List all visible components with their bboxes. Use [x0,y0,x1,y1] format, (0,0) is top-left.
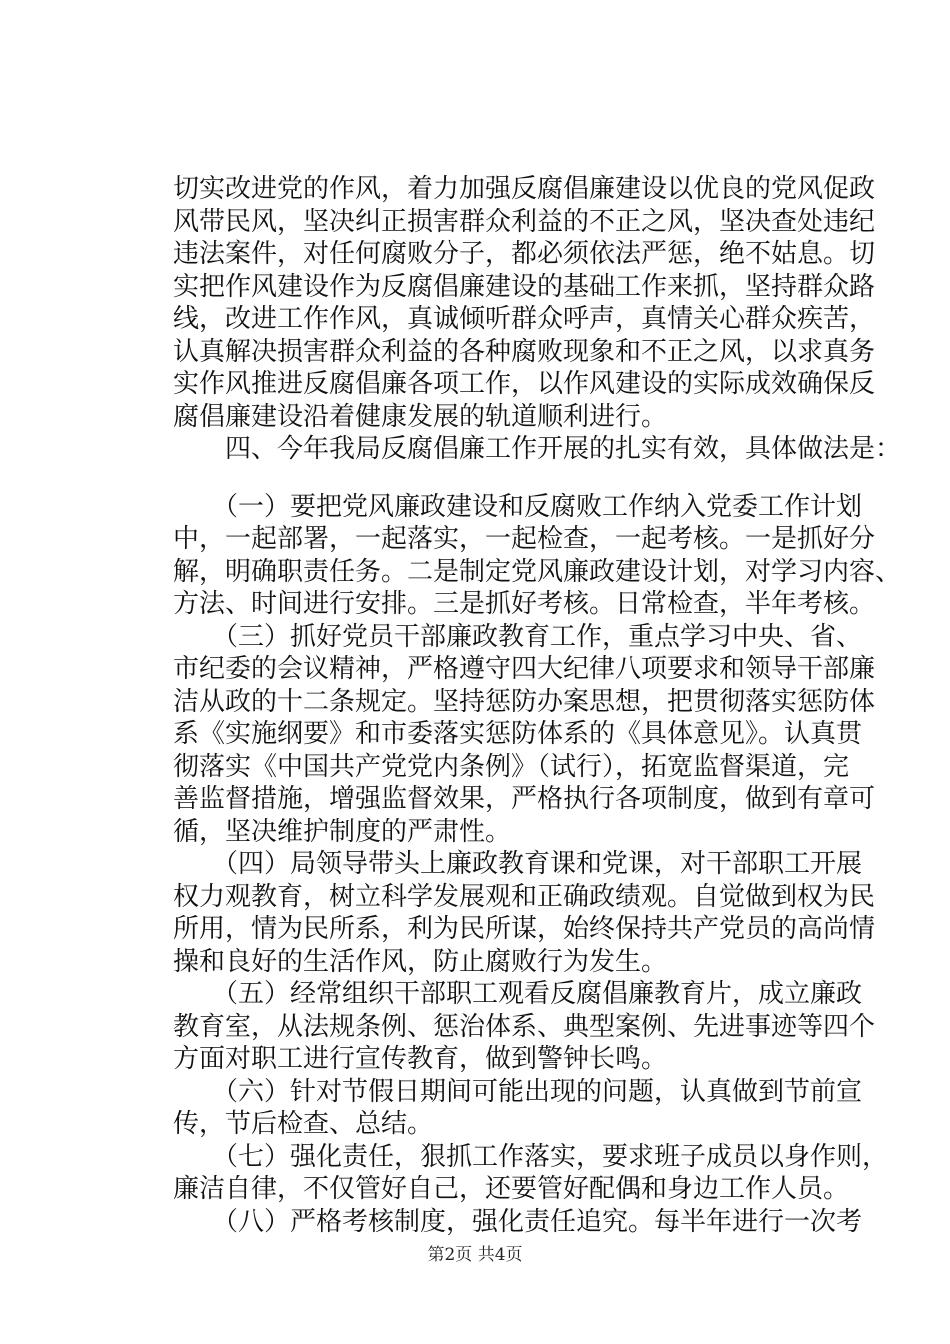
text-line: （六）针对节假日期间可能出现的问题，认真做到节前宣 [173,1076,863,1107]
paragraph [173,621,876,849]
text-line: 线，改进工作作风，真诚倾听群众呼声，真情关心群众疾苦， [173,304,876,334]
paragraph [173,1076,863,1141]
text-line: 系《实施纲要》和市委落实惩防体系的《具体意见》。认真贯 [173,719,863,749]
text-line: 教育室，从法规条例、惩治体系、典型案例、先进事迹等四个 [173,1011,876,1042]
paragraph [173,848,876,978]
text-line: （五）经常组织干部职工观看反腐倡廉教育片，成立廉政 [173,979,863,1009]
paragraph-section-heading [173,433,902,466]
paragraph [173,173,876,433]
text-line: 方法、时间进行安排。三是抓好考核。日常检查，半年考核。 [173,589,876,619]
text-line: 认真解决损害群众利益的各种腐败现象和不正之风，以求真务 [173,336,876,367]
text-line: 操和良好的生活作风，防止腐败行为发生。 [173,946,668,977]
paragraph [173,1206,863,1239]
text-line: 彻落实《中国共产党党内条例》（试行），拓宽监督渠道，完 [173,751,850,782]
text-line: 实作风推进反腐倡廉各项工作，以作风建设的实际成效确保反 [173,369,876,399]
text-line: 风带民风，坚决纠正损害群众利益的不正之风，坚决查处违纪 [173,206,876,237]
text-line: 解，明确职责任务。二是制定党风廉政建设计划，对学习内容、 [173,556,902,587]
text-line: 违法案件，对任何腐败分子，都必须依法严惩，绝不姑息。切 [173,239,876,269]
text-line: （三）抓好党员干部廉政教育工作，重点学习中央、省、 [173,621,863,652]
text-line: 方面对职工进行宣传教育，做到警钟长鸣。 [173,1044,668,1074]
paragraph [173,978,876,1076]
text-line: 切实改进党的作风，着力加强反腐倡廉建设以优良的党风促政 [173,174,876,204]
text-line: 市纪委的会议精神，严格遵守四大纪律八项要求和领导干部廉 [173,654,876,684]
text-line: 中，一起部署，一起落实，一起检查，一起考核。一是抓好分 [173,524,876,554]
text-line: 权力观教育，树立科学发展观和正确政绩观。自觉做到权为民 [173,881,876,912]
text-line: （一）要把党风廉政建设和反腐败工作纳入党委工作计划 [173,491,863,522]
text-line: 所用，情为民所系，利为民所谋，始终保持共产党员的高尚情 [173,914,876,944]
text-line: 腐倡廉建设沿着健康发展的轨道顺利进行。 [173,401,668,432]
text-line: 洁从政的十二条规定。坚持惩防办案思想，把贯彻落实惩防体 [173,686,876,717]
page-footer: 第2页 共4页 [427,1245,523,1265]
text-line: 传，节后检查、总结。 [173,1109,434,1139]
paragraph [173,491,902,621]
text-line: （八）严格考核制度，强化责任追究。每半年进行一次考 [173,1206,863,1237]
paragraph-gap [173,466,839,491]
text-line: 循，坚决维护制度的严肃性。 [173,816,512,847]
document-body [173,173,902,1238]
text-line: （七）强化责任，狠抓工作落实，要求班子成员以身作则， [173,1141,889,1172]
text-line: （四）局领导带头上廉政教育课和党课，对干部职工开展 [173,849,863,879]
text-line: 廉洁自律，不仅管好自己，还要管好配偶和身边工作人员。 [173,1174,850,1204]
text-line: 善监督措施，增强监督效果，严格执行各项制度，做到有章可 [173,784,876,814]
text-line: 四、今年我局反腐倡廉工作开展的扎实有效，具体做法是： [173,434,902,464]
paragraph [173,1141,889,1206]
text-line: 实把作风建设作为反腐倡廉建设的基础工作来抓，坚持群众路 [173,271,876,302]
